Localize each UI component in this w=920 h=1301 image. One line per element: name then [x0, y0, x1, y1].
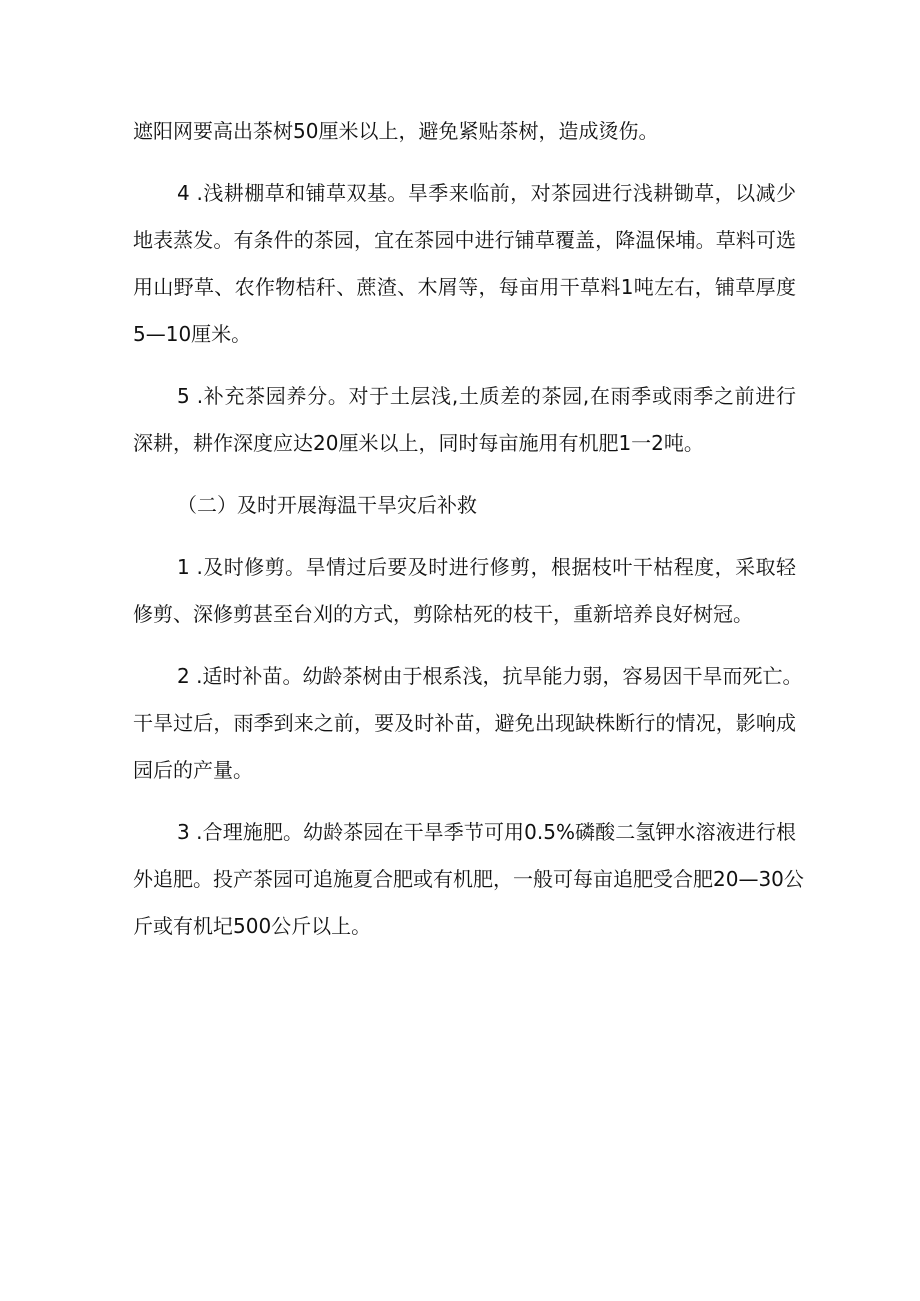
- paragraph-shade-net: [133, 108, 796, 155]
- text-line: 2 .适时补苗。幼龄茶树由于根系浅，抗旱能力弱，容易因干旱而死亡。: [177, 664, 803, 688]
- paragraph-pruning: [133, 544, 796, 638]
- text-line: 用山野草、农作物桔秆、蔗渣、木屑等，每亩用干草料1吨左右，铺草厚度: [133, 275, 796, 299]
- paragraph-item-5: [133, 373, 796, 467]
- text-line: 遮阳网要高出茶树50厘米以上，避免紧贴茶树，造成烫伤。: [133, 119, 659, 143]
- text-line: 3 .合理施肥。幼龄茶园在干旱季节可用0.5%磷酸二氢钾水溶液进行根: [177, 820, 796, 844]
- text-line: 1 .及时修剪。旱情过后要及时进行修剪，根据枝叶干枯程度，采取轻: [177, 555, 796, 579]
- paragraph-fertilizing: [133, 809, 804, 950]
- document-page: [133, 108, 804, 965]
- text-line: 修剪、深修剪甚至台刈的方式，剪除枯死的枝干，重新培养良好树冠。: [133, 602, 753, 626]
- section-heading: [133, 482, 796, 529]
- text-line: 外追肥。投产茶园可追施夏合肥或有机肥，一般可每亩追肥受合肥20—30公: [133, 867, 804, 891]
- text-line: 深耕，耕作深度应达20厘米以上，同时每亩施用有机肥1一2吨。: [133, 431, 704, 455]
- text-line: 地表蒸发。有条件的茶园，宜在茶园中进行铺草覆盖，降温保埔。草料可选: [133, 228, 796, 252]
- paragraph-item-4: [133, 170, 796, 358]
- text-line: 干旱过后，雨季到来之前，要及时补苗，避免出现缺株断行的情况，影响成: [133, 711, 796, 735]
- text-line: 4 .浅耕棚草和铺草双基。旱季来临前，对茶园进行浅耕锄草，以减少: [177, 181, 796, 205]
- text-line: 5 .补充茶园养分。对于土层浅,土质差的茶园,在雨季或雨季之前进行: [177, 384, 796, 408]
- paragraph-replanting: [133, 653, 803, 794]
- text-line: 5—10厘米。: [133, 322, 252, 346]
- text-line: 园后的产量。: [133, 758, 253, 782]
- text-line: 斤或有机圮500公斤以上。: [133, 914, 372, 938]
- heading-text: （二）及时开展海温干旱灾后补救: [177, 493, 477, 517]
